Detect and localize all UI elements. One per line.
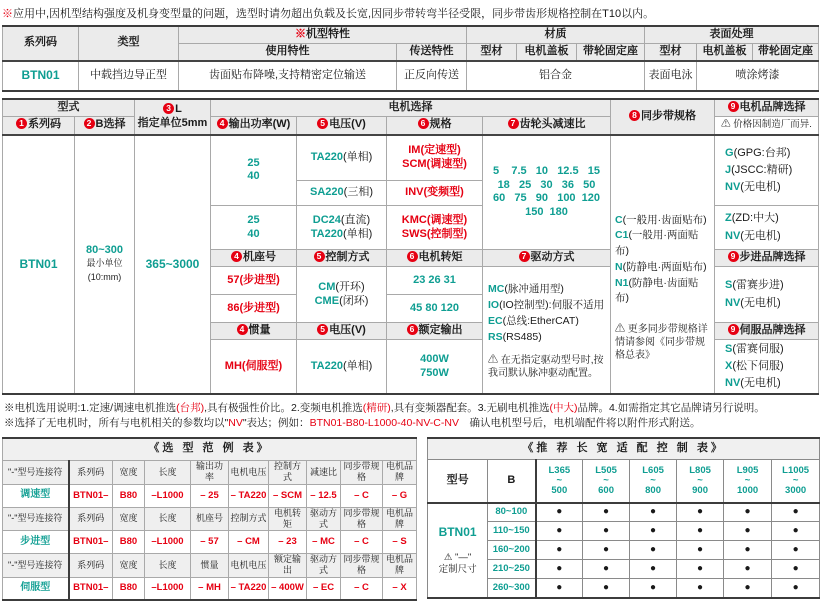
example-header-cell: 输出功率 (191, 461, 229, 485)
example-order-table (2, 437, 417, 601)
example-table-title: 《选 型 范 例 表》 (3, 438, 417, 461)
size-b-range: 160~200 (488, 541, 536, 560)
size-length-line: 900 (692, 484, 708, 496)
rated-output-values: 400W 750W (387, 340, 483, 395)
drive-default-note: ⚠ 在无指定驱动型号时,按我司默认脉冲驱动配置。 (488, 354, 604, 379)
brand-group-servo: S(雷赛伺服) X(松下伺服) NV(无电机) (715, 340, 819, 395)
size-dot: ● (772, 579, 820, 598)
header-drive-label: 驱动方式 (530, 251, 575, 264)
badge-4b-icon: 4 (231, 251, 242, 262)
example-header-cell: 控制方式 (269, 461, 307, 485)
header-control-mode (297, 250, 387, 267)
example-value-cell: B80 (113, 531, 145, 554)
example-value-cell: – CM (229, 531, 269, 554)
badge-7b-icon: 7 (519, 251, 530, 262)
header-motor-cover: 电机盖板 (517, 43, 577, 60)
size-custom-warning: ⚠ "—" (443, 552, 472, 564)
size-header-model: 型号 (428, 459, 488, 503)
header-voltage-label: 电压(V) (329, 118, 366, 131)
size-length-line: 500 (551, 484, 568, 496)
type-value: 中载挡边导正型 (79, 61, 179, 91)
size-dot: ● (630, 560, 677, 579)
transfer-feature-value: 正反向传送 (397, 61, 467, 91)
size-length-header (630, 459, 677, 503)
example-header-cell: "-"型号连接符 (3, 461, 69, 485)
header-belt-spec (611, 99, 715, 135)
example-header-cell: 长度 (145, 507, 191, 531)
header-pulley-seat: 带轮固定座 (577, 43, 645, 60)
size-dot: ● (724, 522, 772, 541)
badge-3-icon: 3 (163, 103, 174, 114)
header-frame-size (211, 250, 297, 267)
badge-6c-icon: 6 (407, 324, 418, 335)
header-b-label: B选择 (95, 118, 126, 131)
badge-5b-icon: 5 (314, 251, 325, 262)
size-b-range: 260~300 (488, 579, 536, 598)
example-header-cell: 减速比 (307, 461, 341, 485)
badge-1-icon: 1 (16, 118, 27, 129)
example-value-cell: BTN01– (69, 484, 113, 507)
size-table-title: 《推 荐 长 宽 适 配 控 制 表》 (428, 438, 820, 460)
header-spec (387, 117, 483, 135)
example-header-cell: 机座号 (191, 507, 229, 531)
example-header-cell: 宽度 (113, 507, 145, 531)
size-dot: ● (724, 560, 772, 579)
selection-notes (4, 401, 818, 430)
inertia-mh-value: MH(伺服型) (211, 340, 297, 395)
badge-6b-icon: 6 (407, 251, 418, 262)
size-dot: ● (677, 522, 724, 541)
belt-spec-cell (611, 135, 715, 395)
example-header-cell: "-"型号连接符 (3, 554, 69, 578)
series-spec-table (2, 25, 819, 92)
header-drive-mode (483, 250, 611, 267)
example-value-cell: BTN01– (69, 577, 113, 600)
header-servo-brand-label: 伺服品牌选择 (739, 324, 806, 337)
surface-profile-value: 表面电泳 (645, 61, 697, 91)
example-header-cell: 电机电压 (229, 461, 269, 485)
size-length-line: L505 (595, 464, 617, 476)
brand-price-warning: ⚠ 价格因制造厂而异. (715, 117, 819, 135)
header-inertia (211, 323, 297, 340)
header-rated-output-label: 额定输出 (418, 324, 463, 337)
size-dot: ● (630, 541, 677, 560)
badge-5c-icon: 5 (317, 324, 328, 335)
example-header-cell: 电机转矩 (269, 507, 307, 531)
example-value-cell: – C (341, 484, 383, 507)
size-dot: ● (583, 541, 630, 560)
example-header-cell: 同步带规格 (341, 507, 383, 531)
example-header-row (3, 461, 417, 485)
header-model: 型式 (3, 99, 135, 117)
size-dot: ● (630, 579, 677, 598)
example-value-cell: – TA220 (229, 577, 269, 600)
b-range-value: 80~300 最小单位 (10:mm) (75, 135, 135, 395)
size-b-range: 110~150 (488, 522, 536, 541)
example-value-cell: – C (341, 531, 383, 554)
size-length-header (536, 459, 583, 503)
size-dot: ● (583, 579, 630, 598)
example-header-cell: 电机品牌 (383, 554, 417, 578)
size-length-header (772, 459, 820, 503)
header-length-spec (135, 99, 211, 135)
example-header-cell: 电机品牌 (383, 461, 417, 485)
size-dot: ● (630, 503, 677, 522)
example-header-cell: 同步带规格 (341, 554, 383, 578)
header-voltage (297, 117, 387, 135)
header-spec-label: 规格 (429, 118, 452, 131)
header-servo-brand (715, 323, 819, 340)
belt-code-list: C(一般用·齿面贴布) C1(一般用·两面贴布) N(防静电·两面贴布) N1(防静电·齿面贴布) (615, 213, 707, 305)
example-header-cell: 宽度 (113, 554, 145, 578)
header-frame-label: 机座号 (243, 251, 276, 264)
spec-inv-value: INV(变频型) (387, 181, 483, 206)
example-value-cell: –L1000 (145, 577, 191, 600)
size-length-line: ~ (650, 474, 656, 486)
torque-small-values: 23 26 31 (387, 267, 483, 295)
badge-6-icon: 6 (418, 118, 429, 129)
example-table-title-row (3, 438, 417, 461)
material-value: 铝合金 (467, 61, 645, 91)
voltage-sa220-value: SA220(三相) (297, 181, 387, 206)
header-length-label: L (175, 102, 182, 115)
size-length-header (724, 459, 772, 503)
torque-large-values: 45 80 120 (387, 295, 483, 323)
example-header-cell: 系列码 (69, 554, 113, 578)
header-voltage-servo (297, 323, 387, 340)
bottom-tables (2, 437, 818, 601)
size-dot: ● (536, 560, 583, 579)
example-value-row (3, 531, 417, 554)
size-dot: ● (724, 503, 772, 522)
size-dot: ● (630, 522, 677, 541)
badge-4-icon: 4 (217, 118, 228, 129)
header-surface-treatment: 表面处理 (645, 26, 819, 43)
example-header-row (3, 507, 417, 531)
header-output-power (211, 117, 297, 135)
drive-mode-list: MC(脉冲通用型) IO(IO控制型):伺服不适用 EC(总线:EtherCAT) RS(RS485) (488, 282, 605, 344)
example-header-cell: 同步带规格 (341, 461, 383, 485)
example-value-cell: – 12.5 (307, 484, 341, 507)
example-header-cell: 惯量 (191, 554, 229, 578)
example-header-cell: 电机品牌 (383, 507, 417, 531)
series-value: BTN01 (3, 135, 75, 395)
brand-group-stepper: S(雷赛步进) NV(无电机) (715, 267, 819, 323)
size-length-line: ~ (556, 474, 563, 486)
size-b-range: 80~100 (488, 503, 536, 522)
header-type: 类型 (79, 26, 179, 61)
size-length-line: ~ (792, 474, 799, 486)
size-dot: ● (536, 522, 583, 541)
header-control-label: 控制方式 (325, 251, 370, 264)
size-dot: ● (772, 541, 820, 560)
header-profile: 型材 (467, 43, 517, 60)
size-dot: ● (677, 579, 724, 598)
series-code-value: BTN01 (3, 61, 79, 91)
size-dot: ● (536, 579, 583, 598)
control-mode-values: CM(开环) CME(闭环) (297, 267, 387, 323)
size-header-b: B (488, 459, 536, 503)
example-header-cell: 系列码 (69, 507, 113, 531)
badge-9-icon: 9 (728, 101, 739, 112)
size-dot: ● (677, 560, 724, 579)
size-length-header (583, 459, 630, 503)
badge-8-icon: 8 (629, 110, 640, 121)
size-dot: ● (724, 579, 772, 598)
top-usage-note: ※应用中,因机型结构强度及机身变型量的问题，选型时请勿超出负载及长宽,因同步带转弯半径受限，同步带齿形规格控制在T10以内。 (2, 8, 655, 20)
example-header-cell: 宽度 (113, 461, 145, 485)
size-dot: ● (536, 541, 583, 560)
header-series (3, 117, 75, 135)
size-dot: ● (772, 503, 820, 522)
header-series-code: 系列码 (3, 26, 79, 61)
example-value-cell: – SCM (269, 484, 307, 507)
header-rated-output (387, 323, 483, 340)
header-material: 材质 (467, 26, 645, 43)
header-motor-torque (387, 250, 483, 267)
voltage-ta220-value: TA220(单相) (297, 135, 387, 181)
header-use-feature: 使用特性 (179, 43, 397, 60)
example-header-row (3, 554, 417, 578)
example-type-label: 步进型 (3, 531, 69, 554)
example-value-row (3, 577, 417, 600)
example-value-cell: – MC (307, 531, 341, 554)
example-value-cell: – EC (307, 577, 341, 600)
size-length-line: ~ (603, 474, 609, 486)
example-value-cell: – 57 (191, 531, 229, 554)
power-dc-value: 25 40 (211, 206, 297, 250)
size-dot: ● (583, 522, 630, 541)
example-value-cell: – 400W (269, 577, 307, 600)
example-value-cell: – G (383, 484, 417, 507)
gear-ratio-values: 5 7.5 10 12.5 15 18 25 30 36 50 60 75 90 100 120 150 180 (483, 135, 611, 250)
badge-9b-icon: 9 (728, 251, 739, 262)
voltage-servo-value: TA220(单相) (297, 340, 387, 395)
size-dot: ● (677, 503, 724, 522)
header-torque-label: 电机转矩 (418, 251, 463, 264)
model-selection-table (2, 98, 819, 396)
spec-im-scm-value: IM(定速型) SCM(调速型) (387, 135, 483, 181)
example-header-cell: 驱动方式 (307, 507, 341, 531)
header-b-select (75, 117, 135, 135)
surface-other-value: 喷涂烤漆 (697, 61, 819, 91)
badge-4c-icon: 4 (237, 324, 248, 335)
size-length-line: 600 (598, 484, 614, 496)
header-length-unit: 指定单位5mm (137, 116, 208, 129)
example-header-cell: 驱动方式 (307, 554, 341, 578)
header-transfer-feature: 传送特性 (397, 43, 467, 60)
size-dot: ● (724, 541, 772, 560)
size-table-body (428, 438, 820, 598)
size-dot: ● (583, 503, 630, 522)
size-length-line: L365 (548, 464, 571, 476)
voltage-dc-value: DC24(直流) TA220(单相) (297, 206, 387, 250)
badge-2-icon: 2 (84, 118, 95, 129)
frame-86-value: 86(步进型) (211, 295, 297, 323)
badge-5-icon: 5 (317, 118, 328, 129)
power-ac-value: 25 40 (211, 135, 297, 206)
example-type-label: 调速型 (3, 484, 69, 507)
size-length-line: L805 (689, 464, 711, 476)
size-model-cell (428, 503, 488, 598)
size-dot: ● (772, 560, 820, 579)
size-b-range: 210~250 (488, 560, 536, 579)
example-value-cell: – 23 (269, 531, 307, 554)
use-feature-value: 齿面贴布降噪,支持精密定位输送 (179, 61, 397, 91)
example-header-cell: 长度 (145, 554, 191, 578)
page-wrap (2, 5, 818, 601)
size-custom-label: 定制尺寸 (438, 563, 477, 575)
header-stepper-brand (715, 250, 819, 267)
badge-9c-icon: 9 (728, 324, 739, 335)
size-length-line: 3000 (785, 484, 807, 496)
size-row (428, 503, 820, 522)
example-value-cell: – S (383, 531, 417, 554)
example-table-body (3, 438, 417, 601)
size-table-title-row (428, 438, 820, 460)
example-type-label: 伺服型 (3, 577, 69, 600)
header-brand-label: 电机品牌选择 (739, 100, 806, 113)
example-header-cell: "-"型号连接符 (3, 507, 69, 531)
example-value-cell: –L1000 (145, 531, 191, 554)
example-value-cell: –L1000 (145, 484, 191, 507)
example-header-cell: 额定输出 (269, 554, 307, 578)
header-motor-cover-2: 电机盖板 (697, 43, 753, 60)
example-value-cell: B80 (113, 577, 145, 600)
header-profile-2: 型材 (645, 43, 697, 60)
header-motor-selection: 电机选择 (211, 99, 611, 117)
size-model: BTN01 (438, 525, 477, 540)
motor-selection-note: ※电机选用说明:1.定速/调速电机推选(台邦),具有极强性价比。2.变频电机推选(精研),具有变频器配套。3.无刷电机推选(中大)品牌。4.如需指定其它品牌请另行说明。 (4, 402, 765, 415)
example-value-cell: B80 (113, 484, 145, 507)
example-value-cell: – X (383, 577, 417, 600)
belt-note: ⚠ 更多同步带规格详情请参阅《同步带规格总表》 (615, 324, 708, 362)
header-brand-selection (715, 99, 819, 117)
size-length-line: 1000 (737, 484, 759, 496)
header-voltage-servo-label: 电压(V) (329, 324, 366, 337)
no-motor-note: ※选择了无电机时，所有与电机相关的参数均以"NV"表达；例如：BTN01-B80-L1000-40-NV-C-NV 确认电机型号后，电机端配件将以附件形式附送。 (4, 416, 701, 429)
example-value-cell: – C (341, 577, 383, 600)
size-length-line: L905 (736, 464, 759, 476)
size-length-line: ~ (697, 474, 703, 486)
header-stepper-brand-label: 步进品牌选择 (739, 251, 806, 264)
size-length-line: L605 (642, 464, 664, 476)
header-gear-ratio (483, 117, 611, 135)
header-belt-label: 同步带规格 (641, 109, 696, 122)
example-value-cell: BTN01– (69, 531, 113, 554)
drive-mode-cell (483, 267, 611, 395)
size-length-line: 800 (645, 484, 661, 496)
spec-kmc-sws-value: KMC(调速型) SWS(控制型) (387, 206, 483, 250)
brand-group-brushless: Z(ZD:中大) NV(无电机) (715, 206, 819, 250)
size-length-line: L1005 (782, 464, 810, 476)
header-power-label: 输出功率(W) (228, 118, 291, 131)
frame-57-value: 57(步进型) (211, 267, 297, 295)
example-header-cell: 电机电压 (229, 554, 269, 578)
header-machine-feature: ※机型特性 (179, 26, 467, 43)
example-header-cell: 长度 (145, 461, 191, 485)
header-inertia-label: 惯量 (248, 324, 271, 337)
size-dot: ● (772, 522, 820, 541)
size-length-line: ~ (744, 474, 751, 486)
header-series-label: 系列码 (28, 118, 61, 131)
brand-group-ac: G(GPG:台邦) J(JSCC:精研) NV(无电机) (715, 135, 819, 206)
example-value-row (3, 484, 417, 507)
l-range-value: 365~3000 (135, 135, 211, 395)
example-header-cell: 控制方式 (229, 507, 269, 531)
header-gear-label: 齿轮头减速比 (519, 118, 586, 131)
size-dot: ● (677, 541, 724, 560)
example-value-cell: – MH (191, 577, 229, 600)
example-value-cell: – 25 (191, 484, 229, 507)
size-table-header-row (428, 459, 820, 503)
example-header-cell: 系列码 (69, 461, 113, 485)
size-compat-table (427, 437, 820, 599)
example-value-cell: – TA220 (229, 484, 269, 507)
size-dot: ● (536, 503, 583, 522)
size-dot: ● (583, 560, 630, 579)
header-pulley-seat-2: 带轮固定座 (753, 43, 819, 60)
badge-7-icon: 7 (508, 118, 519, 129)
size-length-header (677, 459, 724, 503)
